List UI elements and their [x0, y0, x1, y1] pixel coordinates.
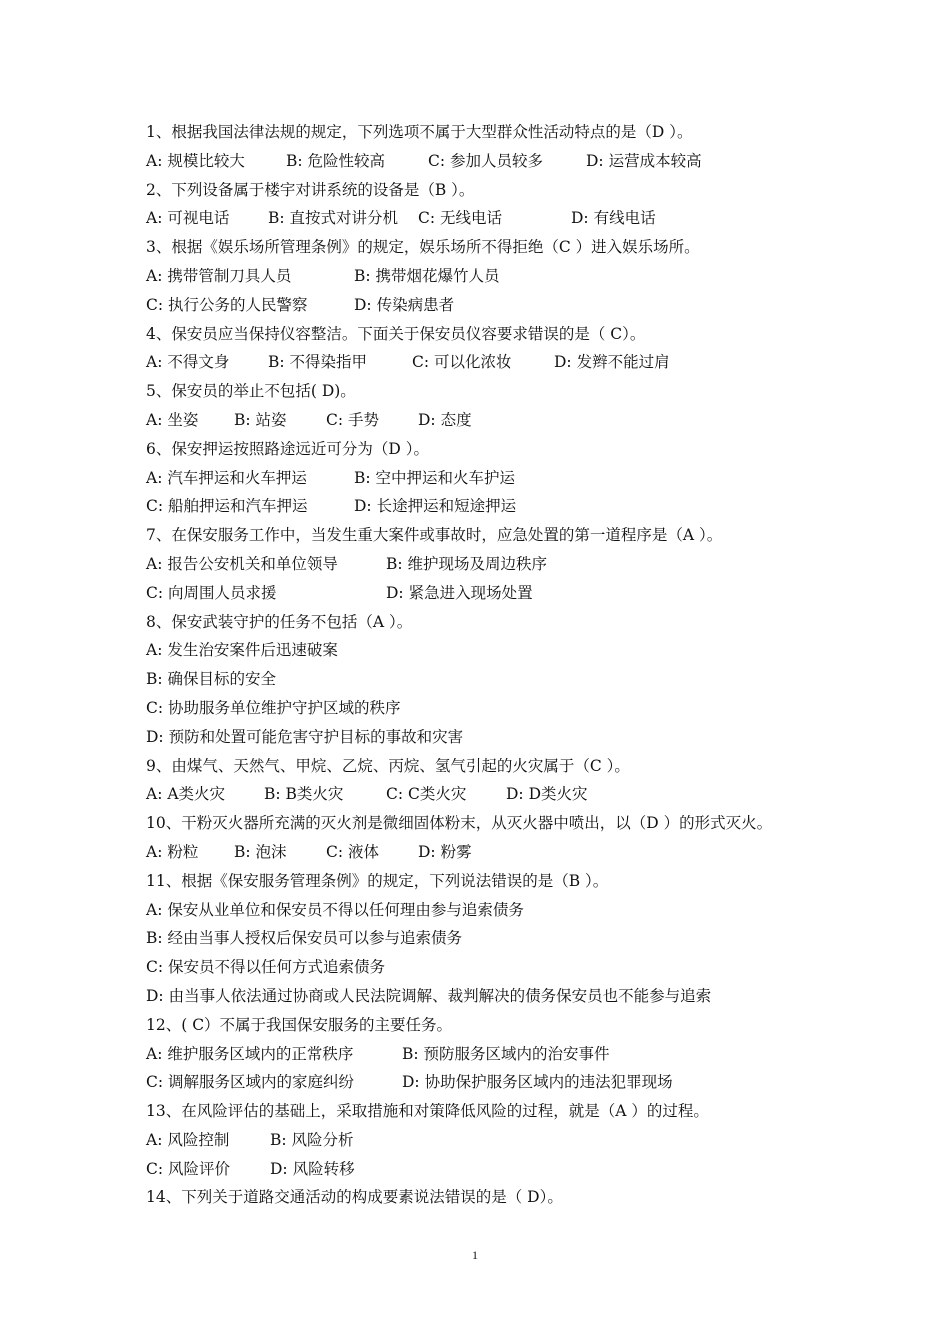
- answer-option: C: 执行公务的人民警察: [146, 295, 308, 314]
- option-row: [146, 896, 846, 925]
- answer-option: D: 紧急进入现场处置: [386, 583, 533, 602]
- question-text: 12、( C）不属于我国保安服务的主要任务。: [146, 1015, 453, 1034]
- answer-option: A: 报告公安机关和单位领导: [146, 554, 338, 573]
- question-text: 4、保安员应当保持仪容整洁。下面关于保安员仪容要求错误的是（ C）。: [146, 324, 646, 343]
- answer-option: C: 液体: [326, 842, 380, 861]
- answer-option: A: 保安从业单位和保安员不得以任何理由参与追索债务: [146, 900, 524, 919]
- answer-option: C: C类火灾: [386, 785, 467, 804]
- question-text: 7、在保安服务工作中，当发生重大案件或事故时，应急处置的第一道程序是（A ）。: [146, 526, 723, 545]
- option-row: [146, 665, 846, 694]
- answer-option: D: 态度: [418, 410, 472, 429]
- answer-option: C: 无线电话: [418, 209, 503, 228]
- answer-option: A: 风险控制: [146, 1130, 230, 1149]
- option-row: [146, 1068, 846, 1097]
- question-text: 8、保安武装守护的任务不包括（A ）。: [146, 612, 413, 631]
- answer-option: D: 有线电话: [571, 209, 656, 228]
- answer-option: B: 直按式对讲分机: [268, 209, 399, 228]
- option-row: [146, 348, 846, 377]
- answer-option: A: 粉粒: [146, 842, 199, 861]
- option-row: [146, 924, 846, 953]
- option-row: [146, 1040, 846, 1069]
- answer-option: C: 调解服务区域内的家庭纠纷: [146, 1073, 355, 1092]
- option-row: [146, 262, 846, 291]
- answer-option: B: 经由当事人授权后保安员可以参与追索债务: [146, 929, 463, 948]
- answer-option: D: 协助保护服务区域内的违法犯罪现场: [402, 1073, 673, 1092]
- option-row: [146, 723, 846, 752]
- question-text: 6、保安押运按照路途远近可分为（D ）。: [146, 439, 429, 458]
- option-row: [146, 1126, 846, 1155]
- question-text: 5、保安员的举止不包括( D)。: [146, 382, 356, 401]
- answer-option: B: 确保目标的安全: [146, 670, 277, 689]
- answer-option: C: 风险评价: [146, 1159, 231, 1178]
- answer-option: B: 危险性较高: [286, 151, 386, 170]
- answer-option: B: 风险分析: [270, 1130, 354, 1149]
- answer-option: D: 风险转移: [270, 1159, 355, 1178]
- answer-option: B: B类火灾: [264, 785, 344, 804]
- page-number: 1: [472, 1248, 478, 1262]
- answer-option: A: 坐姿: [146, 410, 199, 429]
- answer-option: A: 可视电话: [146, 209, 230, 228]
- answer-option: D: 粉雾: [418, 842, 472, 861]
- answer-option: A: 维护服务区域内的正常秩序: [146, 1044, 354, 1063]
- question-text: 1、根据我国法律法规的规定，下列选项不属于大型群众性活动特点的是（D ）。: [146, 123, 693, 141]
- question-text: 10、干粉灭火器所充满的灭火剂是微细固体粉末，从灭火器中喷出，以（D ）的形式灭火。: [146, 814, 773, 833]
- answer-option: B: 不得染指甲: [268, 353, 368, 372]
- option-row: [146, 464, 846, 493]
- answer-option: B: 预防服务区域内的治安事件: [402, 1044, 610, 1063]
- option-row: [146, 147, 846, 176]
- answer-option: A: 规模比较大: [146, 151, 245, 170]
- answer-option: C: 手势: [326, 410, 380, 429]
- answer-option: C: 可以化浓妆: [412, 353, 512, 372]
- question-text: 3、根据《娱乐场所管理条例》的规定，娱乐场所不得拒绝（C ）进入娱乐场所。: [146, 238, 700, 257]
- answer-option: C: 协助服务单位维护守护区域的秩序: [146, 698, 401, 717]
- answer-option: C: 保安员不得以任何方式追索债务: [146, 958, 386, 977]
- answer-option: D: 预防和处置可能危害守护目标的事故和灾害: [146, 727, 464, 746]
- answer-option: D: 传染病患者: [354, 295, 455, 314]
- answer-option: B: 泡沫: [234, 842, 287, 861]
- answer-option: A: 不得文身: [146, 353, 230, 372]
- option-row: [146, 953, 846, 982]
- answer-option: C: 向周围人员求援: [146, 583, 277, 602]
- answer-option: B: 空中押运和火车护运: [354, 468, 516, 487]
- question-text: 14、下列关于道路交通活动的构成要素说法错误的是（ D）。: [146, 1188, 563, 1207]
- option-row: [146, 694, 846, 723]
- answer-option: C: 船舶押运和汽车押运: [146, 497, 308, 516]
- option-row: [146, 579, 846, 608]
- answer-option: C: 参加人员较多: [428, 151, 544, 170]
- answer-option: D: 长途押运和短途押运: [354, 497, 517, 516]
- question-text: 11、根据《保安服务管理条例》的规定，下列说法错误的是（B ）。: [146, 871, 609, 890]
- option-row: [146, 780, 846, 809]
- question-text: 13、在风险评估的基础上，采取措施和对策降低风险的过程，就是（A ）的过程。: [146, 1102, 709, 1121]
- answer-option: D: 由当事人依法通过协商或人民法院调解、裁判解决的债务保安员也不能参与追索: [146, 986, 712, 1005]
- option-row: [146, 1155, 846, 1184]
- answer-option: B: 站姿: [234, 410, 287, 429]
- option-row: [146, 291, 846, 320]
- question-list: [146, 118, 846, 1212]
- option-row: [146, 550, 846, 579]
- option-row: [146, 492, 846, 521]
- option-row: [146, 636, 846, 665]
- answer-option: A: 发生治安案件后迅速破案: [146, 641, 338, 660]
- answer-option: A: 汽车押运和火车押运: [146, 468, 307, 487]
- answer-option: B: 携带烟花爆竹人员: [354, 266, 500, 285]
- option-row: [146, 838, 846, 867]
- answer-option: D: 发辫不能过肩: [554, 353, 670, 372]
- option-row: [146, 406, 846, 435]
- question-text: 9、由煤气、天然气、甲烷、乙烷、丙烷、氢气引起的火灾属于（C ）。: [146, 756, 630, 775]
- option-row: [146, 204, 846, 233]
- answer-option: D: 运营成本较高: [586, 151, 702, 170]
- question-text: 2、下列设备属于楼宇对讲系统的设备是（B ）。: [146, 180, 475, 199]
- option-row: [146, 982, 846, 1011]
- answer-option: B: 维护现场及周边秩序: [386, 554, 548, 573]
- answer-option: A: 携带管制刀具人员: [146, 266, 292, 285]
- answer-option: A: A类火灾: [146, 785, 226, 804]
- answer-option: D: D类火灾: [506, 785, 588, 804]
